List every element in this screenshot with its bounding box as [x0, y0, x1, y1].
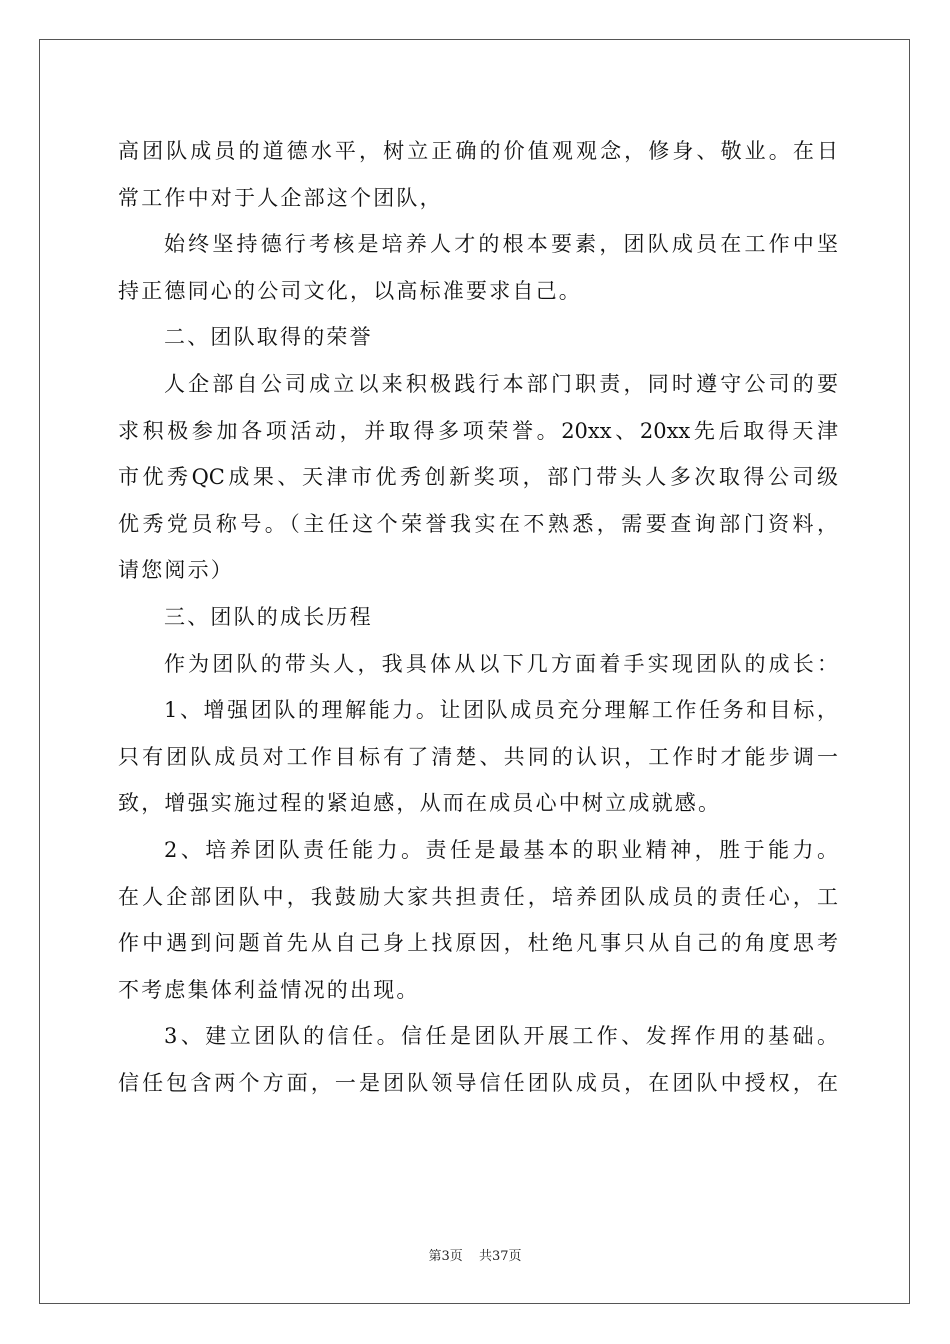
text-line: 在人企部团队中，我鼓励大家共担责任，培养团队成员的责任心，工: [118, 884, 838, 909]
text-line: 不考虑集体利益情况的出现。: [118, 977, 420, 1002]
paragraph: [118, 687, 838, 827]
text-line: 1、增强团队的理解能力。让团队成员充分理解工作任务和目标，: [164, 698, 838, 723]
page-number: 第3页: [428, 1249, 463, 1264]
section-heading: [118, 314, 838, 361]
text-line: 始终坚持德行考核是培养人才的根本要素，团队成员在工作中坚: [164, 232, 838, 257]
text-line: 求积极参加各项活动，并取得多项荣誉。20xx、20xx先后取得天津: [118, 418, 838, 443]
paragraph: [118, 128, 838, 221]
heading-text: 二、团队取得的荣誉: [164, 325, 373, 350]
text-line: 常工作中对于人企部这个团队，: [118, 185, 443, 210]
document-body: [118, 128, 838, 1106]
text-line: 信任包含两个方面，一是团队领导信任团队成员，在团队中授权，在: [118, 1070, 838, 1095]
paragraph: [118, 641, 838, 688]
text-line: 人企部自公司成立以来积极践行本部门职责，同时遵守公司的要: [164, 371, 838, 396]
text-line: 3、建立团队的信任。信任是团队开展工作、发挥作用的基础。: [164, 1024, 838, 1049]
text-line: 高团队成员的道德水平，树立正确的价值观观念，修身、敬业。在日: [118, 139, 838, 163]
paragraph: [118, 361, 838, 594]
text-line: 作为团队的带头人，我具体从以下几方面着手实现团队的成长：: [164, 651, 838, 676]
page-total: 共37页: [478, 1249, 522, 1264]
paragraph: [118, 221, 838, 314]
text-line: 市优秀QC成果、天津市优秀创新奖项，部门带头人多次取得公司级: [118, 465, 838, 490]
text-line: 持正德同心的公司文化，以高标准要求自己。: [118, 278, 582, 303]
paragraph: [118, 827, 838, 1013]
page-footer: [0, 1245, 950, 1264]
text-line: 2、培养团队责任能力。责任是最基本的职业精神，胜于能力。: [164, 837, 838, 862]
text-line: 优秀党员称号。（主任这个荣誉我实在不熟悉，需要查询部门资料，: [118, 511, 838, 536]
heading-text: 三、团队的成长历程: [164, 604, 373, 629]
text-line: 只有团队成员对工作目标有了清楚、共同的认识，工作时才能步调一: [118, 744, 838, 769]
text-line: 作中遇到问题首先从自己身上找原因，杜绝凡事只从自己的角度思考: [118, 931, 838, 956]
section-heading: [118, 594, 838, 641]
text-line: 致，增强实施过程的紧迫感，从而在成员心中树立成就感。: [118, 791, 722, 816]
paragraph: [118, 1013, 838, 1106]
text-line: 请您阅示）: [118, 558, 234, 583]
